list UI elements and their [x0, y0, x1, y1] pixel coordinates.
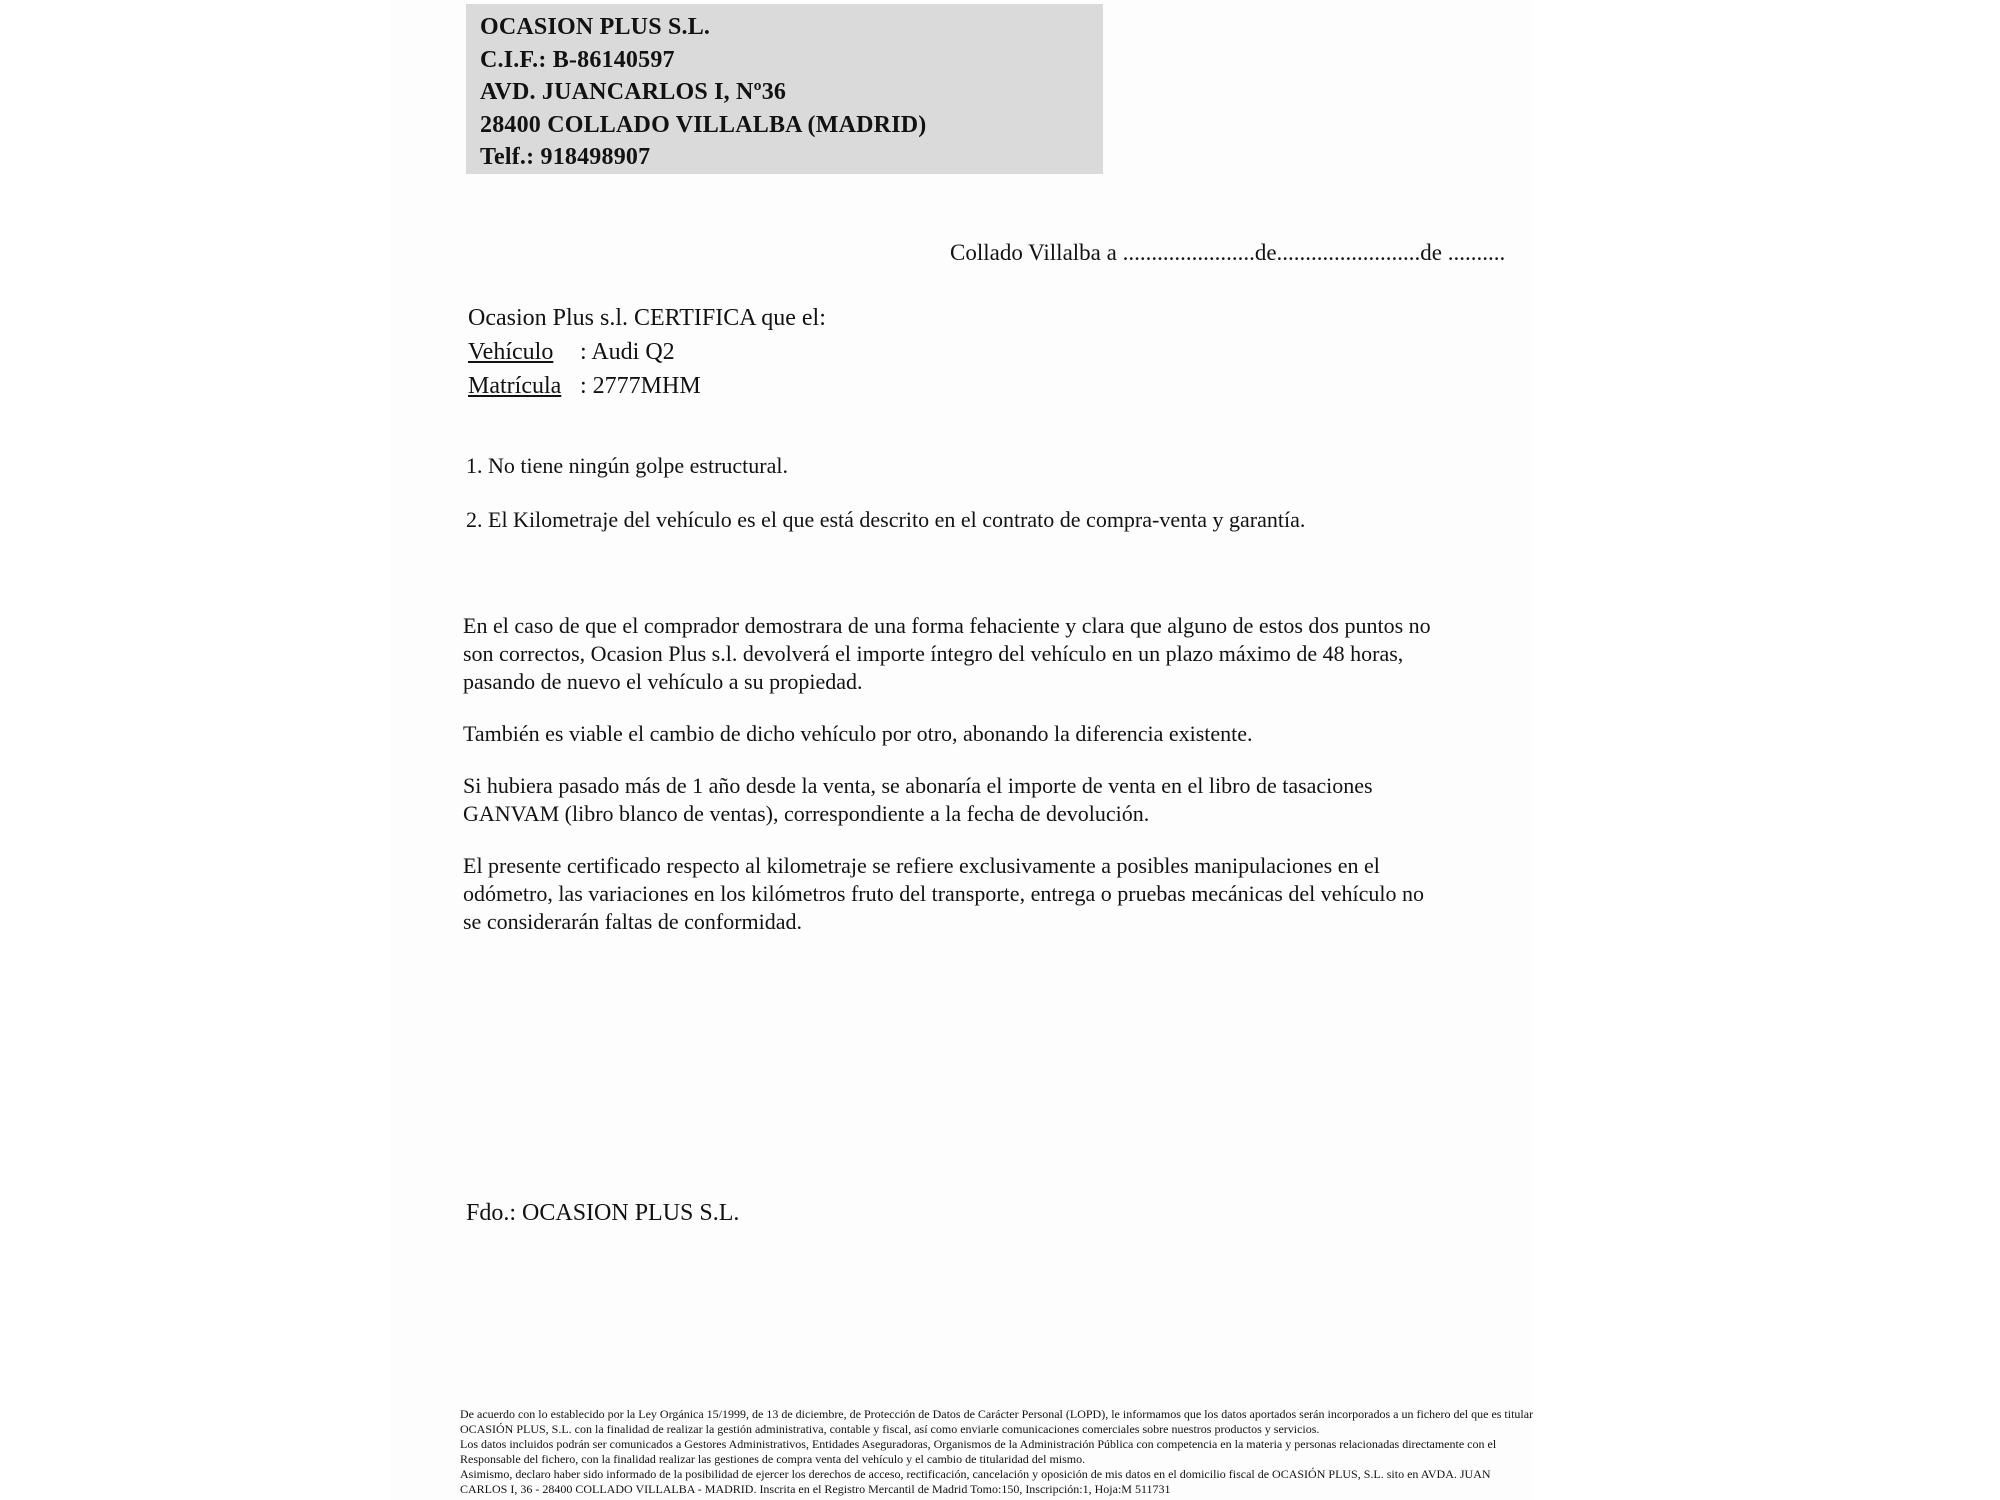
paragraph-odometer	[463, 852, 1538, 936]
company-header-box	[466, 4, 1103, 174]
document-page	[390, 0, 1532, 1500]
plate-value: : 2777MHM	[580, 373, 701, 399]
legal-line: Responsable del fichero, con la finalidad realizar las gestiones de compra venta del vehículo y el cambio de titularidad del mismo.	[460, 1452, 1086, 1466]
paragraph-line: En el caso de que el comprador demostrara de una forma fehaciente y clara que alguno de estos dos puntos no	[463, 613, 1431, 638]
paragraph-line: Si hubiera pasado más de 1 año desde la venta, se abonaría el importe de venta en el libro de tasaciones	[463, 773, 1373, 798]
company-phone: Telf.: 918498907	[480, 144, 651, 170]
legal-line: Asimismo, declaro haber sido informado de la posibilidad de ejercer los derechos de acceso, rectificación, cancelación y oposición de mis datos en el domicilio fiscal de OCASIÓN PLUS, S.L. sito en AVDA. JUAN	[460, 1467, 1491, 1481]
paragraph-ganvam	[463, 772, 1538, 828]
numbered-item-2: 2. El Kilometraje del vehículo es el que está descrito en el contrato de compra-venta y garantía.	[466, 507, 1306, 532]
company-city: 28400 COLLADO VILLALBA (MADRID)	[480, 111, 927, 138]
paragraph-exchange	[463, 720, 1538, 748]
vehicle-value: : Audi Q2	[580, 339, 675, 365]
body-paragraphs	[463, 612, 1538, 960]
company-address: AVD. JUANCARLOS I, Nº36	[480, 79, 787, 105]
paragraph-line: También es viable el cambio de dicho vehículo por otro, abonando la diferencia existente.	[463, 721, 1253, 746]
plate-label: Matrícula	[468, 373, 562, 399]
paragraph-line: El presente certificado respecto al kilometraje se refiere exclusivamente a posibles manipulaciones en el	[463, 853, 1380, 878]
plate-field	[468, 369, 826, 403]
paragraph-line: odómetro, las variaciones en los kilómetros fruto del transporte, entrega o pruebas mecánicas del vehículo no	[463, 881, 1424, 906]
legal-line: OCASIÓN PLUS, S.L. con la finalidad de realizar la gestión administrativa, contable y fiscal, así como enviarle comunicaciones comerciales sobre nuestros productos y servicios.	[460, 1422, 1320, 1436]
certification-intro: Ocasion Plus s.l. CERTIFICA que el:	[468, 305, 826, 331]
date-fill-in-line: Collado Villalba a .......................de.........................de ..........	[950, 240, 1506, 265]
paragraph-refund	[463, 612, 1538, 696]
legal-line: CARLOS I, 36 - 28400 COLLADO VILLALBA - MADRID. Inscrita en el Registro Mercantil de Madrid Tomo:150, Inscripción:1, Hoja:M 511731	[460, 1482, 1171, 1496]
company-name: OCASION PLUS S.L.	[480, 14, 711, 40]
paragraph-line: son correctos, Ocasion Plus s.l. devolverá el importe íntegro del vehículo en un plazo máximo de 48 horas,	[463, 641, 1404, 666]
company-cif: C.I.F.: B-86140597	[480, 46, 675, 73]
certification-block	[468, 301, 826, 403]
paragraph-line: pasando de nuevo el vehículo a su propiedad.	[463, 669, 863, 694]
vehicle-field	[468, 335, 826, 369]
paragraph-line: GANVAM (libro blanco de ventas), correspondiente a la fecha de devolución.	[463, 801, 1150, 826]
legal-line: Los datos incluidos podrán ser comunicados a Gestores Administrativos, Entidades Aseguradoras, Organismos de la Administración Pública con competencia en la materia y personas relacionadas directamente con el	[460, 1437, 1497, 1451]
signature-line: Fdo.: OCASION PLUS S.L.	[466, 1200, 740, 1226]
legal-line: De acuerdo con lo establecido por la Ley Orgánica 15/1999, de 13 de diciembre, de Protección de Datos de Carácter Personal (LOPD), le informamos que los datos aportados serán incorporados a un fichero del que es titular	[460, 1407, 1534, 1421]
vehicle-label: Vehículo	[468, 339, 554, 365]
paragraph-line: se considerarán faltas de conformidad.	[463, 909, 803, 934]
numbered-item-1: 1. No tiene ningún golpe estructural.	[466, 453, 788, 478]
legal-footer	[460, 1407, 1533, 1497]
